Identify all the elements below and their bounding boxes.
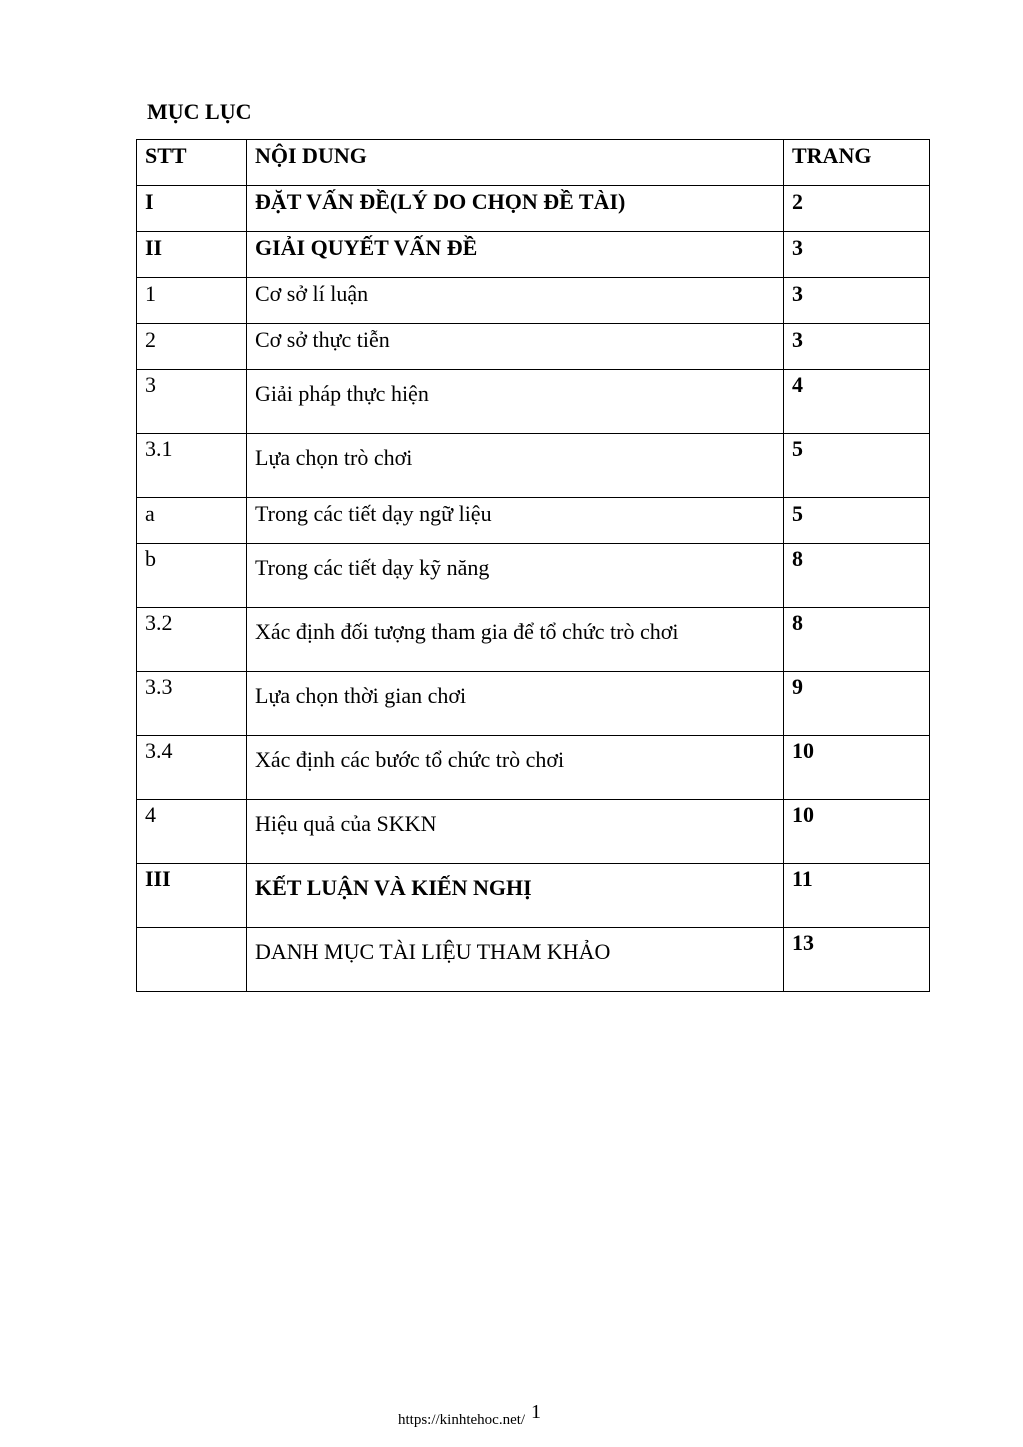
table-row [137,736,930,800]
table-row [137,608,930,672]
row-page: 3 [784,278,930,324]
row-page: 2 [784,186,930,232]
row-content: GIẢI QUYẾT VẤN ĐỀ [247,232,784,278]
row-page: 10 [784,736,930,800]
row-content: Lựa chọn thời gian chơi [247,672,784,736]
row-stt: 2 [137,324,247,370]
row-stt: 3.2 [137,608,247,672]
row-stt: II [137,232,247,278]
table-row [137,864,930,928]
row-page: 10 [784,800,930,864]
header-page: TRANG [784,140,930,186]
row-stt: a [137,498,247,544]
row-page: 9 [784,672,930,736]
row-page: 4 [784,370,930,434]
row-stt: 1 [137,278,247,324]
table-row [137,800,930,864]
row-content: Trong các tiết dạy ngữ liệu [247,498,784,544]
row-page: 11 [784,864,930,928]
row-page: 5 [784,434,930,498]
row-content: Cơ sở lí luận [247,278,784,324]
table-row [137,324,930,370]
row-page: 3 [784,324,930,370]
row-content: Cơ sở thực tiễn [247,324,784,370]
row-stt: I [137,186,247,232]
row-content: KẾT LUẬN VÀ KIẾN NGHỊ [247,864,784,928]
table-row [137,498,930,544]
table-row [137,434,930,498]
row-content: Giải pháp thực hiện [247,370,784,434]
row-stt: III [137,864,247,928]
footer-url: https://kinhtehoc.net/ [398,1412,526,1428]
row-content: Trong các tiết dạy kỹ năng [247,544,784,608]
row-content: ĐẶT VẤN ĐỀ(LÝ DO CHỌN ĐỀ TÀI) [247,186,784,232]
row-page: 3 [784,232,930,278]
row-page: 8 [784,544,930,608]
row-content: Xác định đối tượng tham gia để tổ chức trò chơi [247,608,784,672]
row-stt: 3.3 [137,672,247,736]
row-content: Hiệu quả của SKKN [247,800,784,864]
header-stt: STT [137,140,247,186]
row-content: Lựa chọn trò chơi [247,434,784,498]
table-row [137,278,930,324]
row-stt: 3.4 [137,736,247,800]
page-number: 1 [531,1401,541,1423]
table-row [137,544,930,608]
table-of-contents [136,139,930,992]
row-content: DANH MỤC TÀI LIỆU THAM KHẢO [247,928,784,992]
row-stt: 3 [137,370,247,434]
table-row [137,232,930,278]
row-page: 5 [784,498,930,544]
row-page: 13 [784,928,930,992]
row-stt [137,928,247,992]
table-row [137,186,930,232]
row-page: 8 [784,608,930,672]
table-row [137,672,930,736]
row-stt: b [137,544,247,608]
document-title: MỤC LỤC [147,99,252,124]
table-header-row [137,140,930,186]
row-stt: 3.1 [137,434,247,498]
row-stt: 4 [137,800,247,864]
table-row [137,928,930,992]
header-content: NỘI DUNG [247,140,784,186]
row-content: Xác định các bước tổ chức trò chơi [247,736,784,800]
table-row [137,370,930,434]
